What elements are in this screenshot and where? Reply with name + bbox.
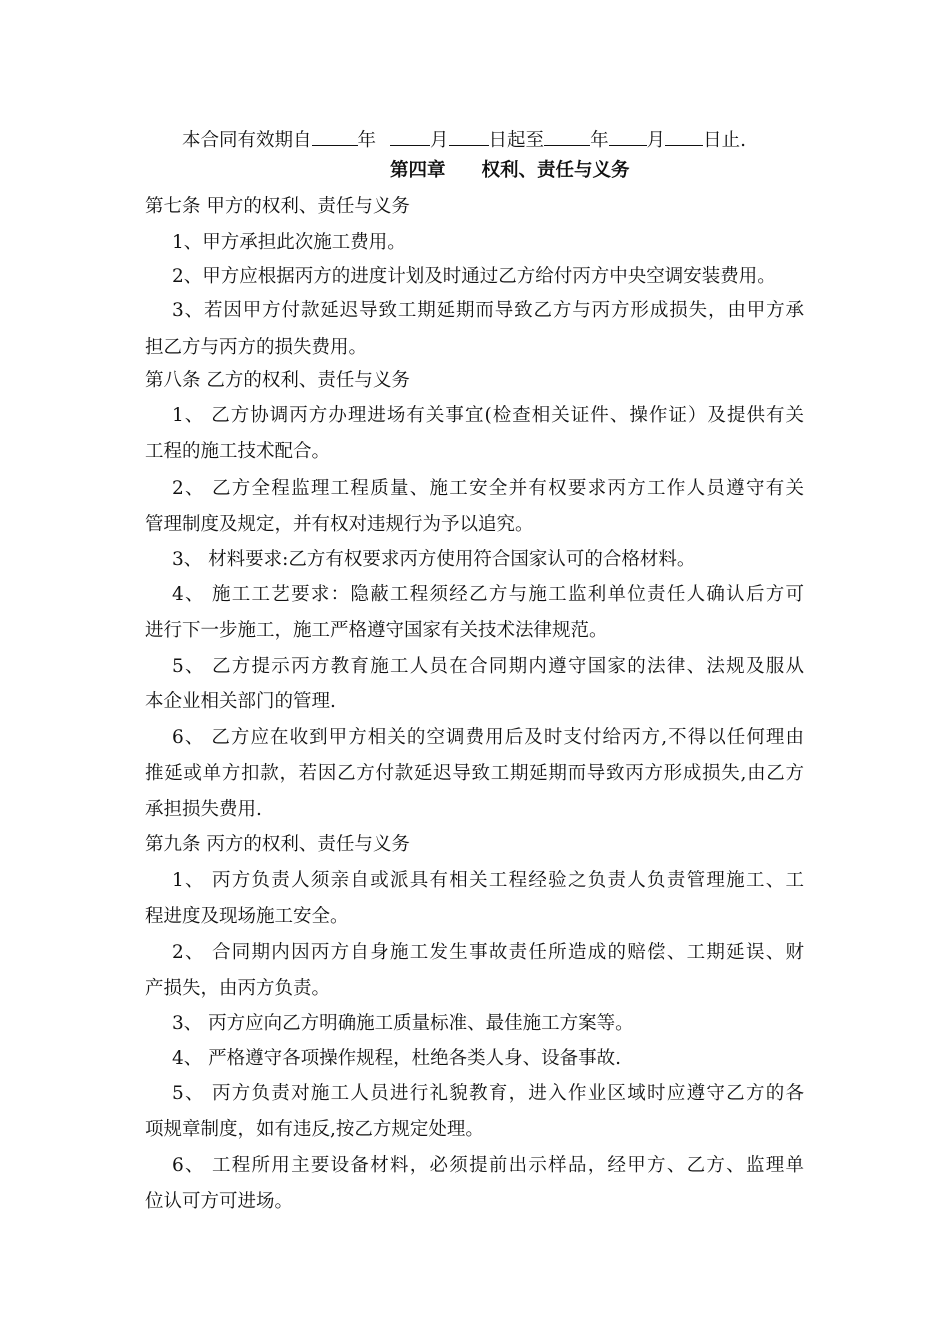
article-9-item-5-line-1: 5、 丙方负责对施工人员进行礼貌教育，进入作业区域时应遵守乙方的各 (172, 1083, 804, 1104)
start-day-blank (449, 127, 489, 146)
end-month-blank (609, 127, 647, 146)
article-8-item-4-line-1: 4、 施工工艺要求：隐蔽工程须经乙方与施工监利单位责任人确认后方可 (172, 584, 804, 605)
article-7-item-1: 1、甲方承担此次施工费用。 (172, 232, 406, 253)
article-9-item-1-line-2: 程进度及现场施工安全。 (145, 906, 349, 927)
end-day-label: 日止. (703, 130, 746, 151)
article-9-item-6-line-2: 位认可方可进场。 (145, 1191, 294, 1212)
end-year-blank (544, 127, 590, 146)
article-8-item-3: 3、 材料要求:乙方有权要求丙方使用符合国家认可的合格材料。 (172, 549, 696, 570)
chapter-title: 权利、责任与义务 (481, 160, 630, 181)
article-9-item-3: 3、 丙方应向乙方明确施工质量标准、最佳施工方案等。 (172, 1013, 634, 1034)
article-8-item-5-line-1: 5、 乙方提示丙方教育施工人员在合同期内遵守国家的法律、法规及服从 (172, 656, 804, 677)
article-8-item-5-line-2: 本企业相关部门的管理. (145, 691, 336, 712)
article-8-item-1-line-1: 1、 乙方协调丙方办理进场有关事宜(检查相关证件、操作证）及提供有关 (172, 405, 804, 426)
article-9-item-4: 4、 严格遵守各项操作规程，杜绝各类人身、设备事故. (172, 1048, 622, 1069)
article-9-item-6-line-1: 6、 工程所用主要设备材料，必须提前出示样品，经甲方、乙方、监理单 (172, 1155, 804, 1176)
day-start-label: 日起至 (488, 130, 545, 151)
year-label: 年 (357, 130, 377, 151)
validity-text-start: 本合同有效期自 (182, 130, 312, 151)
article-8-heading: 第八条 乙方的权利、责任与义务 (145, 370, 410, 391)
article-8-item-6-line-2: 推延或单方扣款，若因乙方付款延迟导致工期延期而导致丙方形成损失,由乙方 (145, 763, 804, 784)
article-9-heading: 第九条 丙方的权利、责任与义务 (145, 834, 410, 855)
chapter-number: 第四章 (390, 160, 446, 181)
article-8-item-4-line-2: 进行下一步施工，施工严格遵守国家有关技术法律规范。 (145, 620, 608, 641)
article-7-item-2: 2、甲方应根据丙方的进度计划及时通过乙方给付丙方中央空调安装费用。 (172, 266, 776, 287)
article-8-item-2-line-2: 管理制度及规定，并有权对违规行为予以追究。 (145, 514, 534, 535)
article-8-item-1-line-2: 工程的施工技术配合。 (145, 441, 331, 462)
article-8-item-6-line-1: 6、 乙方应在收到甲方相关的空调费用后及时支付给丙方,不得以任何理由 (172, 727, 804, 748)
article-7-item-3-line-2: 担乙方与丙方的损失费用。 (145, 337, 368, 358)
article-8-item-2-line-1: 2、 乙方全程监理工程质量、施工安全并有权要求丙方工作人员遵守有关 (172, 478, 804, 499)
start-month-blank (390, 127, 430, 146)
validity-period-line (182, 127, 746, 152)
end-day-blank (665, 127, 703, 146)
article-7-item-3-line-1: 3、若因甲方付款延迟导致工期延期而导致乙方与丙方形成损失，由甲方承 (172, 300, 804, 321)
article-9-item-2-line-2: 产损失，由丙方负责。 (145, 978, 331, 999)
start-year-blank (312, 127, 358, 146)
article-8-item-6-line-3: 承担损失费用. (145, 799, 262, 820)
article-9-item-1-line-1: 1、 丙方负责人须亲自或派具有相关工程经验之负责人负责管理施工、工 (172, 870, 804, 891)
article-9-item-5-line-2: 项规章制度，如有违反,按乙方规定处理。 (145, 1119, 484, 1140)
month-label: 月 (430, 130, 449, 151)
article-9-item-2-line-1: 2、 合同期内因丙方自身施工发生事故责任所造成的赔偿、工期延误、财 (172, 942, 804, 963)
end-year-label: 年 (590, 130, 609, 151)
chapter-heading (390, 160, 630, 182)
end-month-label: 月 (646, 130, 666, 151)
article-7-heading: 第七条 甲方的权利、责任与义务 (145, 196, 410, 217)
